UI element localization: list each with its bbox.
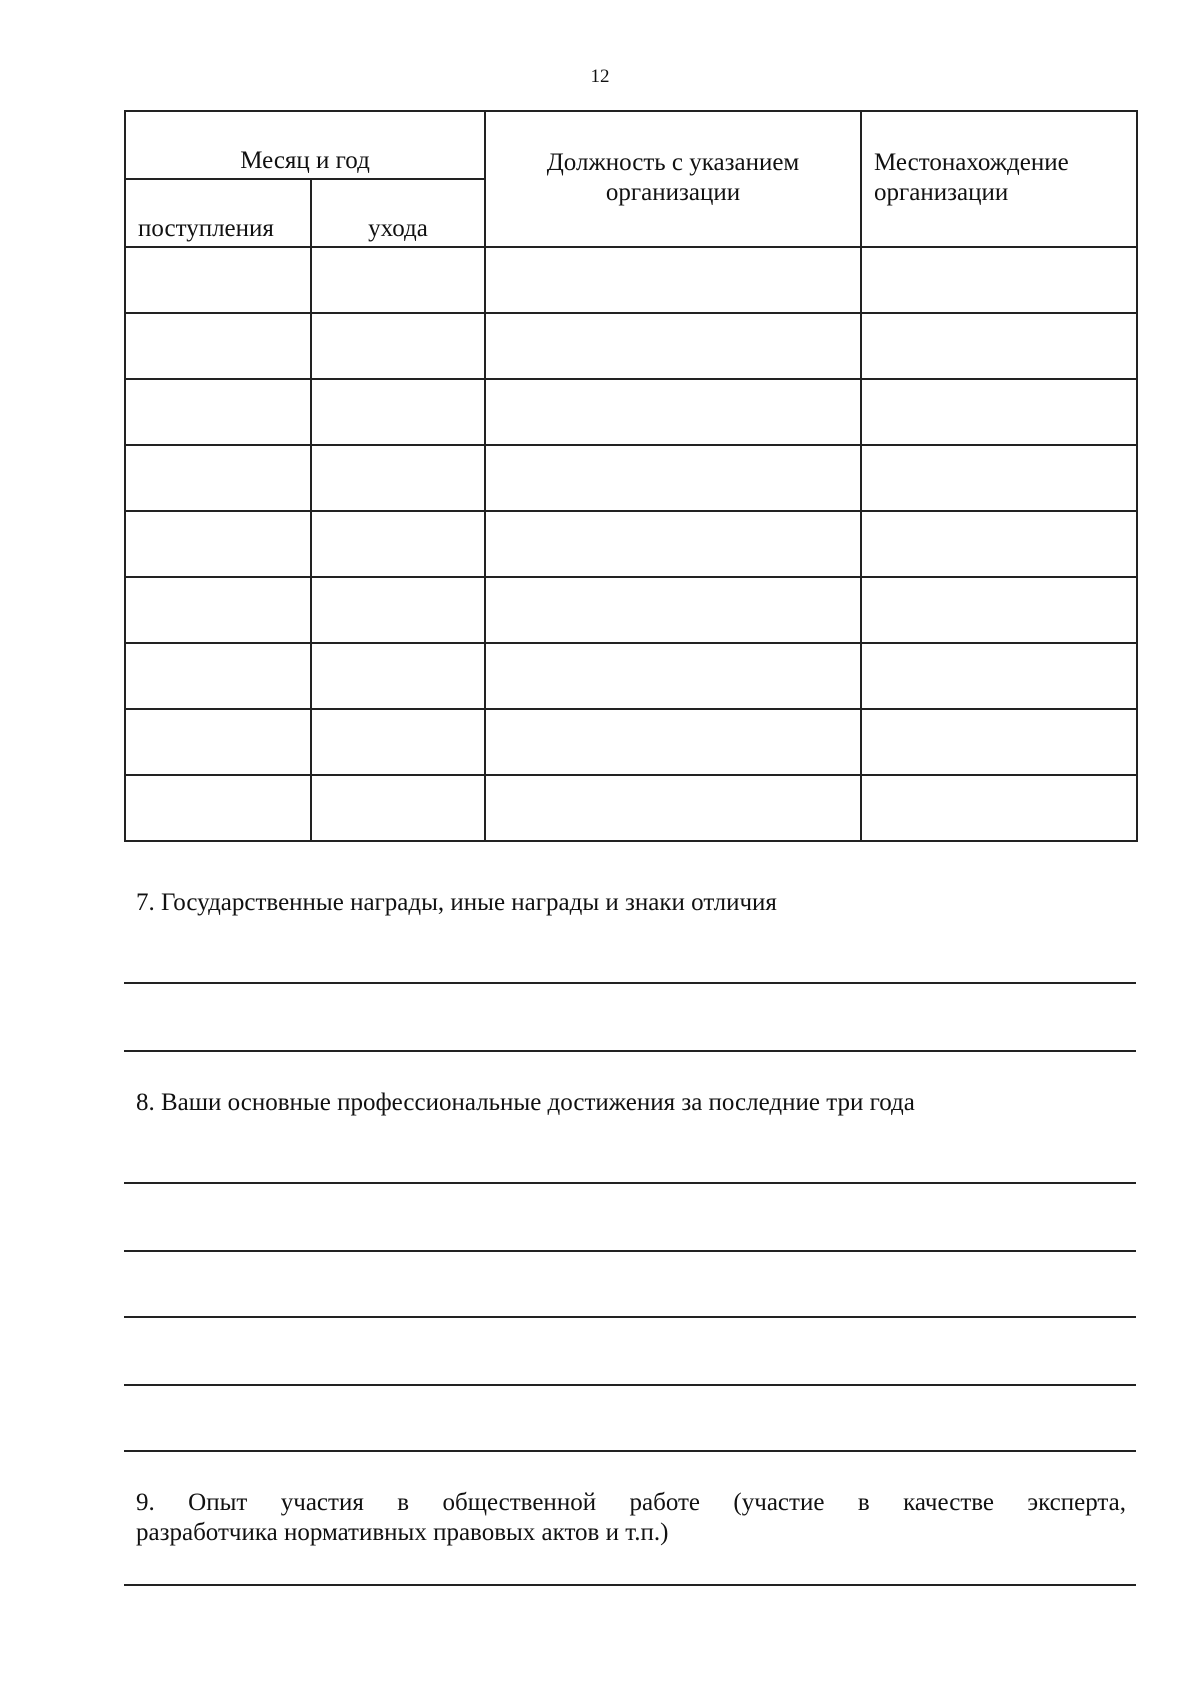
awards-fill-line[interactable] [124,1050,1136,1052]
cell-joining[interactable] [125,445,311,511]
header-month-year: Месяц и год [125,111,485,179]
cell-location[interactable] [861,247,1137,313]
section-awards-title: 7. Государственные награды, иные награды и знаки отличия [136,889,777,916]
cell-joining[interactable] [125,643,311,709]
achievements-fill-line[interactable] [124,1182,1136,1184]
cell-position[interactable] [485,577,861,643]
cell-location[interactable] [861,643,1137,709]
cell-joining[interactable] [125,313,311,379]
cell-leaving[interactable] [311,709,485,775]
cell-leaving[interactable] [311,577,485,643]
table-row [125,643,1137,709]
achievements-fill-line[interactable] [124,1450,1136,1452]
achievements-fill-line[interactable] [124,1316,1136,1318]
cell-position[interactable] [485,643,861,709]
section-public-work-line1: 9. Опыт участия в общественной работе (участие в качестве эксперта, [136,1489,1126,1516]
page-number: 12 [590,66,610,87]
header-joining: поступления [125,179,311,247]
cell-location[interactable] [861,709,1137,775]
table-row [125,577,1137,643]
cell-leaving[interactable] [311,775,485,841]
cell-joining[interactable] [125,379,311,445]
cell-leaving[interactable] [311,379,485,445]
cell-location[interactable] [861,775,1137,841]
table-row [125,775,1137,841]
cell-leaving[interactable] [311,643,485,709]
cell-position[interactable] [485,247,861,313]
cell-position[interactable] [485,511,861,577]
section-public-work-title [136,1488,1126,1548]
cell-joining[interactable] [125,709,311,775]
cell-position[interactable] [485,775,861,841]
cell-leaving[interactable] [311,247,485,313]
cell-joining[interactable] [125,511,311,577]
header-position: Должность с указанием организации [485,111,861,247]
table-row [125,247,1137,313]
cell-position[interactable] [485,379,861,445]
cell-location[interactable] [861,511,1137,577]
table-row [125,313,1137,379]
cell-joining[interactable] [125,577,311,643]
section-achievements-title: 8. Ваши основные профессиональные достижения за последние три года [136,1089,915,1116]
table-row [125,511,1137,577]
achievements-fill-line[interactable] [124,1250,1136,1252]
header-leaving: ухода [311,179,485,247]
achievements-fill-line[interactable] [124,1384,1136,1386]
public-work-fill-line[interactable] [124,1584,1136,1586]
cell-joining[interactable] [125,775,311,841]
awards-fill-line[interactable] [124,982,1136,984]
table-row [125,709,1137,775]
cell-location[interactable] [861,445,1137,511]
cell-location[interactable] [861,313,1137,379]
cell-leaving[interactable] [311,313,485,379]
section-public-work-line2: разработчика нормативных правовых актов и т.п.) [136,1519,669,1546]
cell-leaving[interactable] [311,445,485,511]
header-location: Местонахождение организации [861,111,1137,247]
cell-leaving[interactable] [311,511,485,577]
cell-location[interactable] [861,379,1137,445]
table-row [125,445,1137,511]
work-history-table [124,110,1138,842]
cell-position[interactable] [485,445,861,511]
cell-joining[interactable] [125,247,311,313]
cell-position[interactable] [485,709,861,775]
table-row [125,379,1137,445]
cell-position[interactable] [485,313,861,379]
cell-location[interactable] [861,577,1137,643]
table-header-row [125,111,1137,179]
